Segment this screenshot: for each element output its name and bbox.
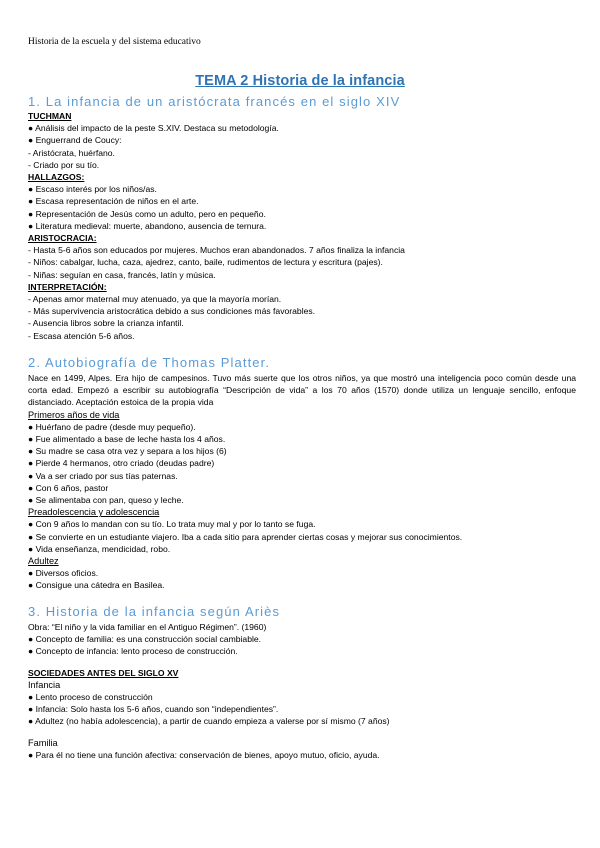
list-item: - Hasta 5-6 años son educados por mujeres. Muchos eran abandonados. 7 años finaliza la infancia bbox=[28, 245, 405, 256]
block-label: Preadolescencia y adolescencia bbox=[28, 507, 160, 518]
block-label: Primeros años de vida bbox=[28, 409, 120, 420]
list-item: ● Con 9 años lo mandan con su tío. Lo trata muy mal y por lo tanto se fuga. bbox=[28, 519, 316, 530]
block-label: SOCIEDADES ANTES DEL SIGLO XV bbox=[28, 667, 179, 678]
list-item: ● Huérfano de padre (desde muy pequeño). bbox=[28, 421, 196, 432]
list-item: ● Fue alimentado a base de leche hasta los 4 años. bbox=[28, 434, 226, 445]
list-item: ● Concepto de familia: es una construcción social cambiable. bbox=[28, 634, 262, 645]
section-3-heading: 3. Historia de la infancia según Ariès bbox=[28, 604, 281, 619]
list-item: ● Diversos oficios. bbox=[28, 568, 99, 579]
list-item: - Más supervivencia aristocrática debido a sus condiciones más favorables. bbox=[28, 306, 316, 317]
list-item: ● Consigue una cátedra en Basilea. bbox=[28, 580, 165, 591]
list-item: ● Literatura medieval: muerte, abandono, ausencia de ternura. bbox=[28, 220, 267, 231]
block-label: HALLAZGOS: bbox=[28, 172, 85, 183]
list-item: ● Pierde 4 hermanos, otro criado (deudas padre) bbox=[28, 458, 215, 469]
list-item: Obra: “El niño y la vida familiar en el Antiguo Régimen”. (1960) bbox=[28, 622, 267, 632]
list-item: ● Con 6 años, pastor bbox=[28, 482, 109, 493]
list-item: - Niños: cabalgar, lucha, caza, ajedrez, canto, baile, rudimentos de lectura y escritura (pajes). bbox=[28, 257, 383, 268]
list-item: - Escasa atención 5-6 años. bbox=[28, 330, 135, 341]
list-item: ● Escasa representación de niños en el arte. bbox=[28, 196, 199, 207]
page-title: TEMA 2 Historia de la infancia bbox=[195, 73, 405, 89]
list-item: ● Va a ser criado por sus tías paternas. bbox=[28, 470, 178, 481]
section-1-heading: 1. La infancia de un aristócrata francés en el siglo XIV bbox=[28, 94, 401, 109]
spacer bbox=[28, 658, 576, 667]
block-label: Infancia bbox=[28, 679, 61, 690]
list-item: ● Vida enseñanza, mendicidad, robo. bbox=[28, 543, 171, 554]
list-item: ● Concepto de infancia: lento proceso de construcción. bbox=[28, 646, 238, 657]
block-label: INTERPRETACIÓN: bbox=[28, 281, 107, 292]
list-item: ● Se alimentaba con pan, queso y leche. bbox=[28, 495, 184, 506]
list-item: - Apenas amor maternal muy atenuado, ya que la mayoría morían. bbox=[28, 294, 282, 305]
list-item: ● Representación de Jesús como un adulto, pero en pequeño. bbox=[28, 208, 266, 219]
section-2-heading: 2. Autobiografía de Thomas Platter. bbox=[28, 355, 271, 370]
list-item: ● Escaso interés por los niños/as. bbox=[28, 184, 157, 195]
list-item: - Ausencia libros sobre la crianza infantil. bbox=[28, 318, 184, 329]
block-label: Adultez bbox=[28, 556, 59, 567]
block-label: Familia bbox=[28, 737, 58, 748]
list-item: - Niñas: seguían en casa, francés, latín y música. bbox=[28, 269, 216, 280]
list-item: - Aristócrata, huérfano. bbox=[28, 147, 115, 158]
spacer bbox=[28, 728, 576, 737]
list-item: ● Adultez (no había adolescencia), a partir de cuando empieza a valerse por sí mismo (7 años) bbox=[28, 716, 390, 727]
list-item: ● Se convierte en un estudiante viajero. Iba a cada sitio para aprender ciertas cosas y mejorar sus conocimientos. bbox=[28, 531, 463, 542]
list-item: ● Análisis del impacto de la peste S.XIV. Destaca su metodología. bbox=[28, 123, 279, 134]
list-item: ● Enguerrand de Coucy: bbox=[28, 135, 122, 146]
section-2-content bbox=[28, 372, 576, 592]
section-1-content bbox=[28, 110, 576, 342]
list-item: ● Infancia: Solo hasta los 5-6 años, cuando son “independientes”. bbox=[28, 704, 279, 715]
list-item: ● Para él no tiene una función afectiva: conservación de bienes, apoyo mutuo, oficio, ayuda. bbox=[28, 749, 380, 760]
page-header: Historia de la escuela y del sistema educativo bbox=[28, 37, 201, 47]
intro-paragraph: Nace en 1499, Alpes. Era hijo de campesinos. Tuvo más suerte que los otros niños, ya que mostró una inteligencia poco común desde una corta edad. Empezó a escribir su autobiografía “Descripción de vida” a los 70 años (1570) donde utiliza un lenguaje sencillo, enfoque distanciado. Aceptación estoica de la propia vida bbox=[28, 373, 576, 408]
block-label: TUCHMAN bbox=[28, 111, 72, 121]
block-label: ARISTOCRACIA: bbox=[28, 233, 97, 244]
section-3-content bbox=[28, 621, 576, 761]
list-item: ● Lento proceso de construcción bbox=[28, 692, 153, 703]
list-item: - Criado por su tío. bbox=[28, 159, 100, 170]
list-item: ● Su madre se casa otra vez y separa a los hijos (6) bbox=[28, 446, 227, 457]
